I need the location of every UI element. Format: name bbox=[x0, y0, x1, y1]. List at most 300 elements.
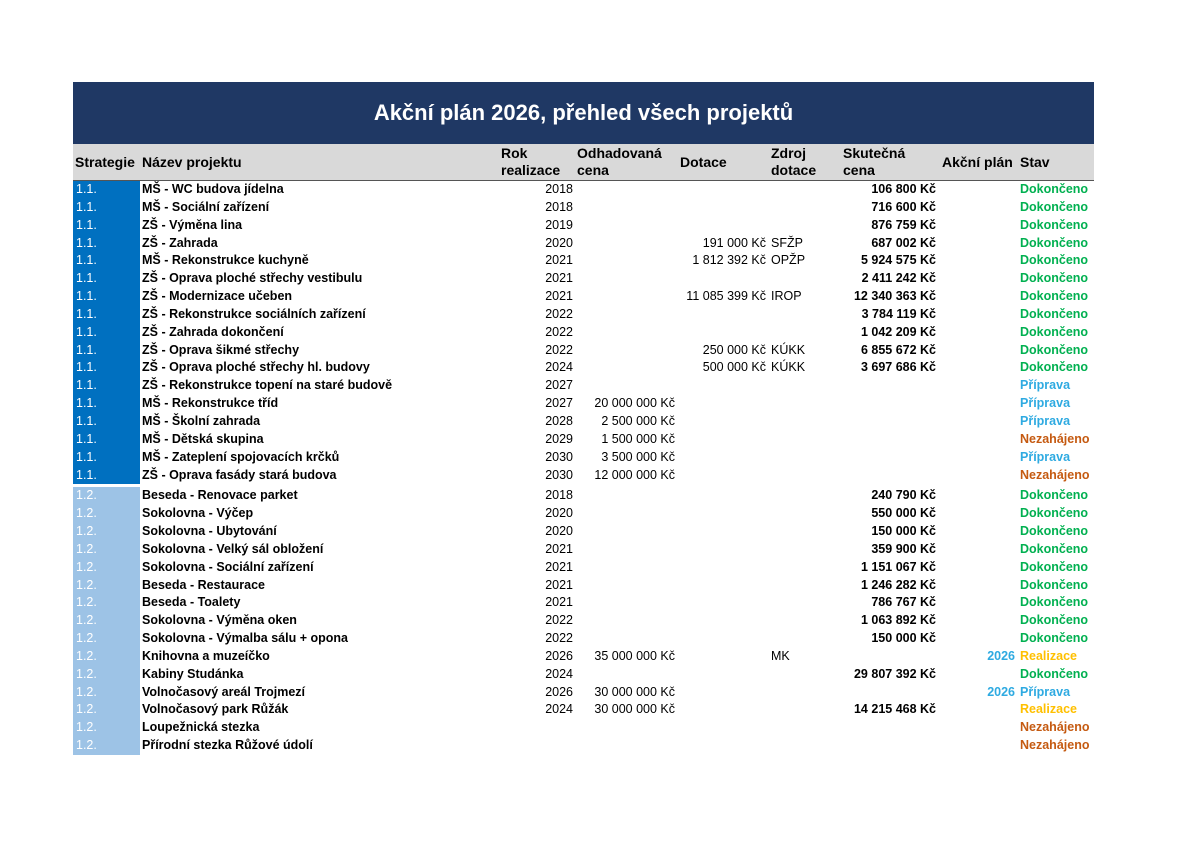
table-row bbox=[73, 648, 1094, 666]
cell-akcni bbox=[953, 719, 1015, 737]
cell-nazev: Kabiny Studánka bbox=[142, 666, 244, 681]
cell-akcni bbox=[953, 217, 1015, 235]
cell-rok: 2022 bbox=[545, 342, 573, 357]
cell-odhad bbox=[575, 594, 675, 612]
cell-akcni bbox=[953, 324, 1015, 342]
cell-skutecna: 150 000 Kč bbox=[871, 524, 936, 539]
cell-stav: Dokončeno bbox=[1020, 271, 1089, 286]
cell-odhad bbox=[575, 719, 675, 737]
table-row bbox=[73, 377, 1094, 395]
table-row bbox=[73, 288, 1094, 306]
cell-strategie: 1.1. bbox=[73, 431, 140, 449]
cell-rok: 2021 bbox=[545, 559, 573, 574]
cell-odhad bbox=[575, 541, 675, 559]
cell-stav: Dokončeno bbox=[1020, 342, 1089, 357]
cell-zdroj: KÚKK bbox=[771, 360, 806, 375]
cell-odhad: 1 500 000 Kč bbox=[601, 431, 675, 446]
cell-stav: Dokončeno bbox=[1020, 217, 1089, 232]
cell-rok: 2026 bbox=[545, 684, 573, 699]
cell-nazev: MŠ - Sociální zařízení bbox=[142, 199, 270, 214]
cell-stav: Dokončeno bbox=[1020, 595, 1089, 610]
cell-akcni bbox=[953, 505, 1015, 523]
cell-nazev: ZŠ - Modernizace učeben bbox=[142, 289, 293, 304]
cell-dotace bbox=[676, 719, 766, 737]
cell-stav: Dokončeno bbox=[1020, 577, 1089, 592]
cell-dotace bbox=[676, 648, 766, 666]
cell-skutecna: 716 600 Kč bbox=[871, 199, 936, 214]
cell-stav: Dokončeno bbox=[1020, 235, 1089, 250]
cell-skutecna: 14 215 468 Kč bbox=[853, 702, 936, 717]
cell-akcni bbox=[953, 359, 1015, 377]
cell-akcni bbox=[953, 487, 1015, 505]
cell-stav: Dokončeno bbox=[1020, 541, 1089, 556]
table-row bbox=[73, 701, 1094, 719]
cell-strategie: 1.1. bbox=[73, 252, 140, 270]
table-row bbox=[73, 235, 1094, 253]
cell-akcni bbox=[953, 395, 1015, 413]
cell-odhad bbox=[575, 377, 675, 395]
project-table bbox=[73, 82, 1094, 755]
cell-strategie: 1.2. bbox=[73, 541, 140, 559]
cell-skutecna bbox=[833, 449, 936, 467]
cell-skutecna: 1 246 282 Kč bbox=[860, 577, 936, 592]
cell-rok: 2030 bbox=[545, 449, 573, 464]
cell-akcni bbox=[953, 467, 1015, 485]
table-row bbox=[73, 541, 1094, 559]
cell-strategie: 1.2. bbox=[73, 666, 140, 684]
table-row bbox=[73, 199, 1094, 217]
cell-akcni bbox=[953, 449, 1015, 467]
cell-nazev: MŠ - Dětská skupina bbox=[142, 431, 264, 446]
cell-stav: Příprava bbox=[1020, 684, 1071, 699]
cell-zdroj: MK bbox=[771, 648, 790, 663]
header-strategie: Strategie bbox=[75, 154, 135, 170]
cell-strategie: 1.2. bbox=[73, 487, 140, 505]
cell-dotace bbox=[676, 413, 766, 431]
table-row bbox=[73, 666, 1094, 684]
cell-nazev: Knihovna a muzeíčko bbox=[142, 648, 270, 663]
cell-nazev: Beseda - Renovace parket bbox=[142, 488, 298, 503]
cell-strategie: 1.2. bbox=[73, 719, 140, 737]
cell-zdroj: KÚKK bbox=[771, 342, 806, 357]
cell-skutecna bbox=[833, 431, 936, 449]
cell-dotace bbox=[676, 270, 766, 288]
cell-nazev: MŠ - Rekonstrukce tříd bbox=[142, 396, 279, 411]
table-row bbox=[73, 342, 1094, 360]
cell-nazev: MŠ - Zateplení spojovacích krčků bbox=[142, 449, 340, 464]
cell-odhad bbox=[575, 559, 675, 577]
table-row bbox=[73, 306, 1094, 324]
cell-strategie: 1.2. bbox=[73, 523, 140, 541]
cell-odhad: 35 000 000 Kč bbox=[594, 648, 675, 663]
cell-skutecna: 876 759 Kč bbox=[871, 217, 936, 232]
cell-akcni bbox=[953, 594, 1015, 612]
cell-strategie: 1.1. bbox=[73, 217, 140, 235]
cell-strategie: 1.1. bbox=[73, 359, 140, 377]
cell-odhad: 12 000 000 Kč bbox=[594, 467, 675, 482]
cell-stav: Příprava bbox=[1020, 449, 1071, 464]
cell-rok bbox=[513, 737, 573, 755]
cell-dotace bbox=[676, 612, 766, 630]
cell-rok: 2021 bbox=[545, 271, 573, 286]
cell-akcni bbox=[953, 630, 1015, 648]
cell-nazev: Přírodní stezka Růžové údolí bbox=[142, 738, 313, 753]
cell-skutecna bbox=[833, 684, 936, 702]
cell-stav: Dokončeno bbox=[1020, 199, 1089, 214]
cell-akcni bbox=[953, 377, 1015, 395]
header-rok: Rok realizace bbox=[501, 145, 561, 178]
cell-akcni bbox=[953, 342, 1015, 360]
cell-strategie: 1.1. bbox=[73, 270, 140, 288]
table-row bbox=[73, 559, 1094, 577]
cell-akcni bbox=[953, 181, 1015, 199]
cell-nazev: Sokolovna - Ubytování bbox=[142, 524, 277, 539]
cell-rok: 2022 bbox=[545, 631, 573, 646]
cell-odhad bbox=[575, 577, 675, 595]
cell-rok: 2027 bbox=[545, 396, 573, 411]
cell-akcni bbox=[953, 288, 1015, 306]
cell-zdroj: OPŽP bbox=[771, 253, 806, 268]
cell-nazev: Sokolovna - Sociální zařízení bbox=[142, 559, 314, 574]
cell-rok: 2021 bbox=[545, 541, 573, 556]
cell-strategie: 1.1. bbox=[73, 235, 140, 253]
cell-skutecna bbox=[833, 395, 936, 413]
table-body bbox=[73, 181, 1094, 755]
cell-nazev: Sokolovna - Velký sál obložení bbox=[142, 541, 324, 556]
header-stav: Stav bbox=[1020, 154, 1050, 170]
cell-stav: Příprava bbox=[1020, 396, 1071, 411]
cell-odhad: 30 000 000 Kč bbox=[594, 702, 675, 717]
table-row bbox=[73, 612, 1094, 630]
cell-akcni: 2026 bbox=[987, 648, 1015, 663]
cell-dotace bbox=[676, 684, 766, 702]
cell-dotace bbox=[676, 666, 766, 684]
cell-skutecna: 150 000 Kč bbox=[871, 631, 936, 646]
cell-nazev: MŠ - Rekonstrukce kuchyně bbox=[142, 253, 309, 268]
cell-akcni bbox=[953, 431, 1015, 449]
cell-nazev: ZŠ - Rekonstrukce sociálních zařízení bbox=[142, 306, 366, 321]
cell-rok: 2018 bbox=[545, 488, 573, 503]
cell-akcni bbox=[953, 559, 1015, 577]
cell-odhad bbox=[575, 252, 675, 270]
cell-skutecna: 687 002 Kč bbox=[871, 235, 936, 250]
cell-zdroj: SFŽP bbox=[771, 235, 803, 250]
cell-skutecna: 12 340 363 Kč bbox=[853, 289, 936, 304]
cell-skutecna bbox=[833, 648, 936, 666]
cell-akcni bbox=[953, 413, 1015, 431]
cell-odhad bbox=[575, 288, 675, 306]
cell-odhad: 30 000 000 Kč bbox=[594, 684, 675, 699]
cell-skutecna bbox=[833, 737, 936, 755]
cell-nazev: Volnočasový park Růžák bbox=[142, 702, 289, 717]
cell-rok: 2030 bbox=[545, 467, 573, 482]
cell-dotace bbox=[676, 737, 766, 755]
table-row bbox=[73, 577, 1094, 595]
cell-stav: Dokončeno bbox=[1020, 253, 1089, 268]
cell-rok: 2022 bbox=[545, 324, 573, 339]
header-dotace: Dotace bbox=[680, 154, 727, 170]
cell-rok: 2027 bbox=[545, 378, 573, 393]
cell-odhad bbox=[575, 181, 675, 199]
cell-rok: 2020 bbox=[545, 524, 573, 539]
cell-strategie: 1.2. bbox=[73, 594, 140, 612]
cell-stav: Dokončeno bbox=[1020, 324, 1089, 339]
cell-skutecna bbox=[833, 467, 936, 485]
cell-akcni bbox=[953, 270, 1015, 288]
cell-nazev: ZŠ - Rekonstrukce topení na staré budově bbox=[142, 378, 393, 393]
cell-nazev: MŠ - WC budova jídelna bbox=[142, 182, 284, 196]
cell-rok: 2029 bbox=[545, 431, 573, 446]
cell-nazev: ZŠ - Oprava fasády stará budova bbox=[142, 467, 337, 482]
cell-strategie: 1.2. bbox=[73, 505, 140, 523]
cell-odhad bbox=[575, 359, 675, 377]
cell-stav: Realizace bbox=[1020, 648, 1077, 663]
cell-stav: Příprava bbox=[1020, 378, 1071, 393]
table-row bbox=[73, 270, 1094, 288]
cell-skutecna bbox=[833, 377, 936, 395]
cell-skutecna: 2 411 242 Kč bbox=[861, 271, 936, 286]
cell-dotace: 1 812 392 Kč bbox=[692, 253, 766, 268]
cell-dotace bbox=[676, 541, 766, 559]
cell-stav: Nezahájeno bbox=[1020, 431, 1090, 446]
cell-akcni bbox=[953, 523, 1015, 541]
table-row bbox=[73, 467, 1094, 485]
header-akcni: Akční plán bbox=[942, 154, 1013, 170]
cell-nazev: Sokolovna - Výčep bbox=[142, 506, 254, 521]
cell-odhad bbox=[575, 306, 675, 324]
cell-dotace bbox=[676, 559, 766, 577]
cell-dotace bbox=[676, 630, 766, 648]
table-row bbox=[73, 449, 1094, 467]
cell-stav: Dokončeno bbox=[1020, 360, 1089, 375]
cell-akcni bbox=[953, 701, 1015, 719]
cell-rok bbox=[513, 719, 573, 737]
header-odhad: Odhadovaná cena bbox=[577, 145, 662, 178]
cell-skutecna: 359 900 Kč bbox=[871, 541, 936, 556]
cell-strategie: 1.2. bbox=[73, 737, 140, 755]
table-row bbox=[73, 217, 1094, 235]
cell-strategie: 1.1. bbox=[73, 449, 140, 467]
cell-dotace: 500 000 Kč bbox=[702, 360, 766, 375]
cell-strategie: 1.1. bbox=[73, 413, 140, 431]
table-row bbox=[73, 630, 1094, 648]
cell-odhad bbox=[575, 324, 675, 342]
cell-stav: Dokončeno bbox=[1020, 506, 1089, 521]
cell-akcni bbox=[953, 199, 1015, 217]
table-row bbox=[73, 181, 1094, 199]
cell-dotace bbox=[676, 199, 766, 217]
cell-dotace bbox=[676, 701, 766, 719]
cell-stav: Nezahájeno bbox=[1020, 720, 1090, 735]
cell-dotace bbox=[676, 377, 766, 395]
cell-dotace bbox=[676, 594, 766, 612]
cell-nazev: Sokolovna - Výměna oken bbox=[142, 613, 297, 628]
cell-dotace bbox=[676, 431, 766, 449]
cell-strategie: 1.1. bbox=[73, 342, 140, 360]
table-row bbox=[73, 395, 1094, 413]
cell-dotace bbox=[676, 306, 766, 324]
cell-dotace bbox=[676, 505, 766, 523]
cell-nazev: ZŠ - Oprava šikmé střechy bbox=[142, 342, 300, 357]
table-row bbox=[73, 324, 1094, 342]
cell-akcni bbox=[953, 541, 1015, 559]
cell-skutecna bbox=[833, 719, 936, 737]
header-nazev: Název projektu bbox=[142, 154, 242, 170]
cell-skutecna bbox=[833, 413, 936, 431]
cell-rok: 2018 bbox=[545, 182, 573, 196]
cell-nazev: ZŠ - Oprava ploché střechy vestibulu bbox=[142, 271, 363, 286]
table-row bbox=[73, 523, 1094, 541]
cell-skutecna: 1 063 892 Kč bbox=[860, 613, 936, 628]
cell-rok: 2022 bbox=[545, 306, 573, 321]
table-row bbox=[73, 431, 1094, 449]
cell-nazev: Beseda - Restaurace bbox=[142, 577, 265, 592]
cell-skutecna: 5 924 575 Kč bbox=[860, 253, 936, 268]
cell-nazev: ZŠ - Zahrada bbox=[142, 235, 218, 250]
cell-akcni: 2026 bbox=[987, 684, 1015, 699]
cell-akcni bbox=[953, 235, 1015, 253]
cell-nazev: Volnočasový areál Trojmezí bbox=[142, 684, 306, 699]
cell-rok: 2020 bbox=[545, 235, 573, 250]
cell-rok: 2028 bbox=[545, 413, 573, 428]
cell-strategie: 1.1. bbox=[73, 306, 140, 324]
cell-rok: 2024 bbox=[545, 666, 573, 681]
cell-skutecna: 106 800 Kč bbox=[871, 182, 936, 196]
cell-strategie: 1.2. bbox=[73, 612, 140, 630]
cell-odhad: 20 000 000 Kč bbox=[594, 396, 675, 411]
cell-nazev: ZŠ - Výměna lina bbox=[142, 217, 243, 232]
cell-odhad: 2 500 000 Kč bbox=[601, 413, 675, 428]
cell-akcni bbox=[953, 577, 1015, 595]
cell-nazev: MŠ - Školní zahrada bbox=[142, 413, 261, 428]
cell-strategie: 1.2. bbox=[73, 559, 140, 577]
cell-odhad bbox=[575, 199, 675, 217]
cell-odhad bbox=[575, 666, 675, 684]
cell-rok: 2024 bbox=[545, 360, 573, 375]
cell-dotace bbox=[676, 523, 766, 541]
cell-rok: 2019 bbox=[545, 217, 573, 232]
cell-akcni bbox=[953, 666, 1015, 684]
cell-strategie: 1.2. bbox=[73, 630, 140, 648]
cell-dotace bbox=[676, 217, 766, 235]
table-row bbox=[73, 359, 1094, 377]
cell-stav: Dokončeno bbox=[1020, 289, 1089, 304]
cell-skutecna: 1 042 209 Kč bbox=[860, 324, 936, 339]
cell-rok: 2022 bbox=[545, 613, 573, 628]
table-row bbox=[73, 505, 1094, 523]
cell-strategie: 1.2. bbox=[73, 701, 140, 719]
cell-nazev: Sokolovna - Výmalba sálu + opona bbox=[142, 631, 348, 646]
cell-rok: 2020 bbox=[545, 506, 573, 521]
cell-strategie: 1.1. bbox=[73, 324, 140, 342]
cell-odhad bbox=[575, 523, 675, 541]
cell-rok: 2021 bbox=[545, 595, 573, 610]
cell-stav: Dokončeno bbox=[1020, 306, 1089, 321]
cell-strategie: 1.1. bbox=[73, 181, 140, 199]
cell-dotace bbox=[676, 467, 766, 485]
cell-skutecna: 3 784 119 Kč bbox=[861, 306, 936, 321]
cell-stav: Dokončeno bbox=[1020, 182, 1089, 196]
cell-rok: 2024 bbox=[545, 702, 573, 717]
cell-stav: Realizace bbox=[1020, 702, 1077, 717]
page-title: Akční plán 2026, přehled všech projektů bbox=[73, 82, 1094, 144]
cell-stav: Dokončeno bbox=[1020, 613, 1089, 628]
table-row bbox=[73, 684, 1094, 702]
cell-odhad bbox=[575, 612, 675, 630]
cell-odhad bbox=[575, 342, 675, 360]
cell-rok: 2018 bbox=[545, 199, 573, 214]
cell-skutecna: 550 000 Kč bbox=[871, 506, 936, 521]
cell-dotace: 11 085 399 Kč bbox=[686, 289, 766, 304]
table-row bbox=[73, 413, 1094, 431]
cell-dotace bbox=[676, 577, 766, 595]
cell-dotace bbox=[676, 181, 766, 199]
cell-odhad bbox=[575, 235, 675, 253]
cell-rok: 2021 bbox=[545, 289, 573, 304]
cell-strategie: 1.2. bbox=[73, 684, 140, 702]
cell-odhad bbox=[575, 505, 675, 523]
header-zdroj: Zdroj dotace bbox=[771, 145, 817, 178]
cell-skutecna: 786 767 Kč bbox=[871, 595, 936, 610]
cell-odhad bbox=[575, 630, 675, 648]
table-row bbox=[73, 737, 1094, 755]
cell-stav: Nezahájeno bbox=[1020, 467, 1090, 482]
table-row bbox=[73, 252, 1094, 270]
cell-nazev: Beseda - Toalety bbox=[142, 595, 241, 610]
cell-akcni bbox=[953, 252, 1015, 270]
cell-rok: 2026 bbox=[545, 648, 573, 663]
cell-dotace bbox=[676, 487, 766, 505]
cell-strategie: 1.1. bbox=[73, 199, 140, 217]
cell-dotace bbox=[676, 324, 766, 342]
cell-nazev: ZŠ - Zahrada dokončení bbox=[142, 324, 284, 339]
cell-strategie: 1.1. bbox=[73, 288, 140, 306]
table-row bbox=[73, 594, 1094, 612]
header-skutecna: Skutečná cena bbox=[843, 145, 906, 178]
cell-dotace: 191 000 Kč bbox=[702, 235, 766, 250]
cell-stav: Dokončeno bbox=[1020, 488, 1089, 503]
table-row bbox=[73, 487, 1094, 505]
cell-stav: Dokončeno bbox=[1020, 666, 1089, 681]
cell-rok: 2021 bbox=[545, 577, 573, 592]
cell-nazev: ZŠ - Oprava ploché střechy hl. budovy bbox=[142, 360, 370, 375]
cell-dotace: 250 000 Kč bbox=[702, 342, 766, 357]
cell-odhad bbox=[575, 737, 675, 755]
cell-strategie: 1.1. bbox=[73, 395, 140, 413]
cell-rok: 2021 bbox=[545, 253, 573, 268]
cell-odhad bbox=[575, 487, 675, 505]
cell-odhad bbox=[575, 270, 675, 288]
cell-akcni bbox=[953, 737, 1015, 755]
cell-nazev: Loupežnická stezka bbox=[142, 720, 260, 735]
cell-strategie: 1.1. bbox=[73, 467, 140, 485]
table-header bbox=[73, 144, 1094, 181]
cell-stav: Nezahájeno bbox=[1020, 738, 1090, 753]
cell-stav: Příprava bbox=[1020, 413, 1071, 428]
cell-skutecna: 29 807 392 Kč bbox=[853, 666, 936, 681]
cell-strategie: 1.1. bbox=[73, 377, 140, 395]
table-row bbox=[73, 719, 1094, 737]
cell-stav: Dokončeno bbox=[1020, 559, 1089, 574]
cell-stav: Dokončeno bbox=[1020, 631, 1089, 646]
cell-akcni bbox=[953, 306, 1015, 324]
cell-strategie: 1.2. bbox=[73, 648, 140, 666]
cell-zdroj: IROP bbox=[771, 289, 802, 304]
cell-akcni bbox=[953, 612, 1015, 630]
cell-dotace bbox=[676, 449, 766, 467]
cell-odhad bbox=[575, 217, 675, 235]
cell-skutecna: 1 151 067 Kč bbox=[860, 559, 936, 574]
